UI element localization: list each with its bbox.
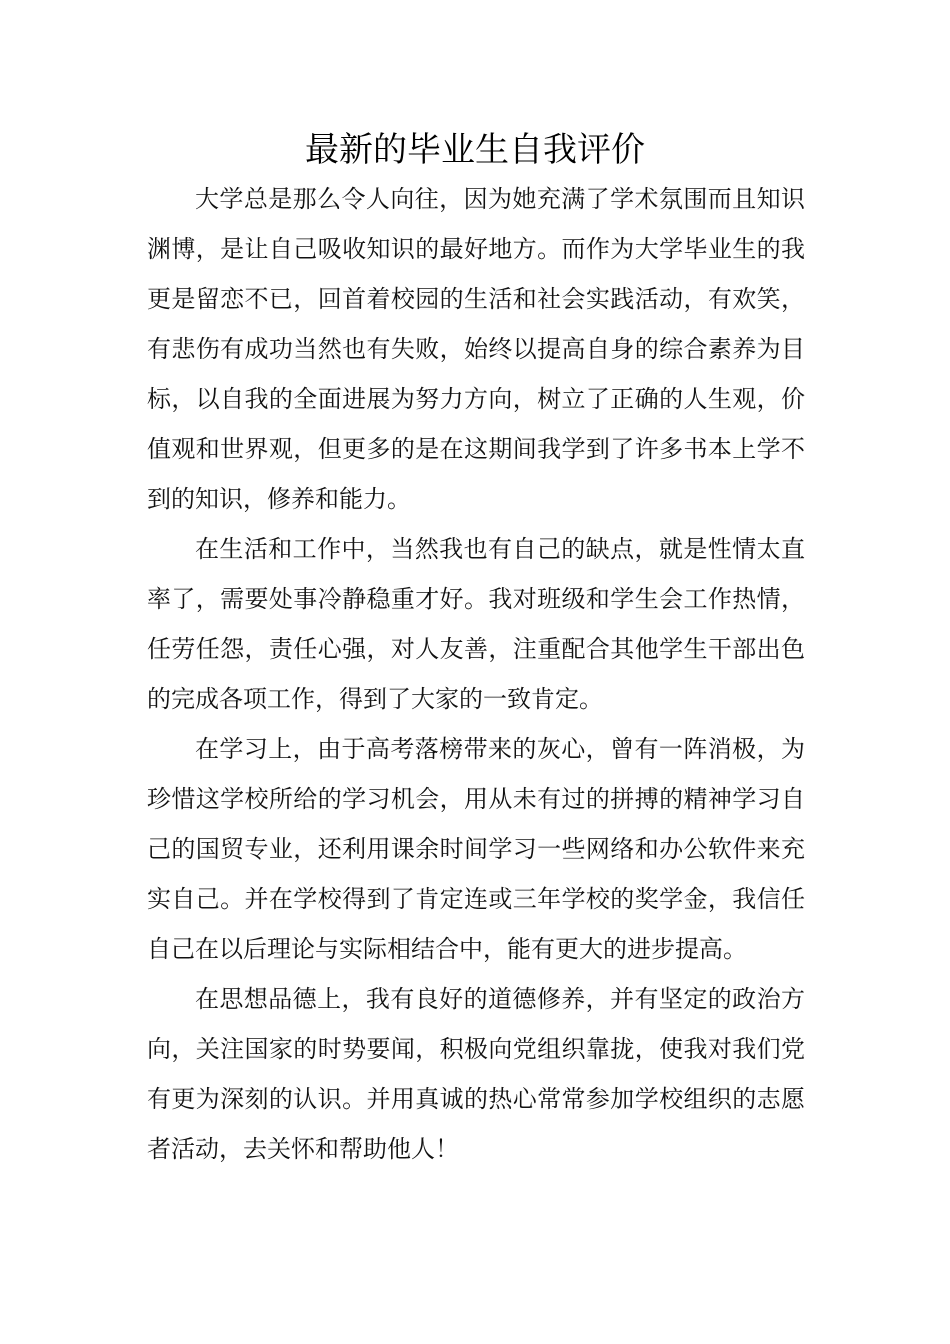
paragraph-1: 大学总是那么令人向往，因为她充满了学术氛围而且知识渊博，是让自己吸收知识的最好地方。而作为大学毕业生的我更是留恋不已，回首着校园的生活和社会实践活动，有欢笑，有悲伤有成功当然也有失败，始终以提高自身的综合素养为目标，以自我的全面进展为努力方向，树立了正确的人生观，价值观和世界观，但更多的是在这期间我学到了许多书本上学不到的知识，修养和能力。 — [147, 185, 805, 513]
paragraph-3: 在学习上，由于高考落榜带来的灰心，曾有一阵消极，为珍惜这学校所给的学习机会，用从未有过的拼搏的精神学习自己的国贸专业，还利用课余时间学习一些网络和办公软件来充实自己。并在学校得到了肯定连或三年学校的奖学金，我信任自己在以后理论与实际相结合中，能有更大的进步提高。 — [147, 735, 805, 963]
document-body — [147, 174, 805, 1174]
paragraph-2: 在生活和工作中，当然我也有自己的缺点，就是性情太直率了，需要处事冷静稳重才好。我对班级和学生会工作热情，任劳任怨，责任心强，对人友善，注重配合其他学生干部出色的完成各项工作，得到了大家的一致肯定。 — [147, 535, 805, 713]
paragraph-4: 在思想品德上，我有良好的道德修养，并有坚定的政治方向，关注国家的时势要闻，积极向党组织靠拢，使我对我们党有更为深刻的认识。并用真诚的热心常常参加学校组织的志愿者活动，去关怀和帮助他人！ — [147, 985, 805, 1163]
document-title: 最新的毕业生自我评价 — [305, 130, 645, 170]
